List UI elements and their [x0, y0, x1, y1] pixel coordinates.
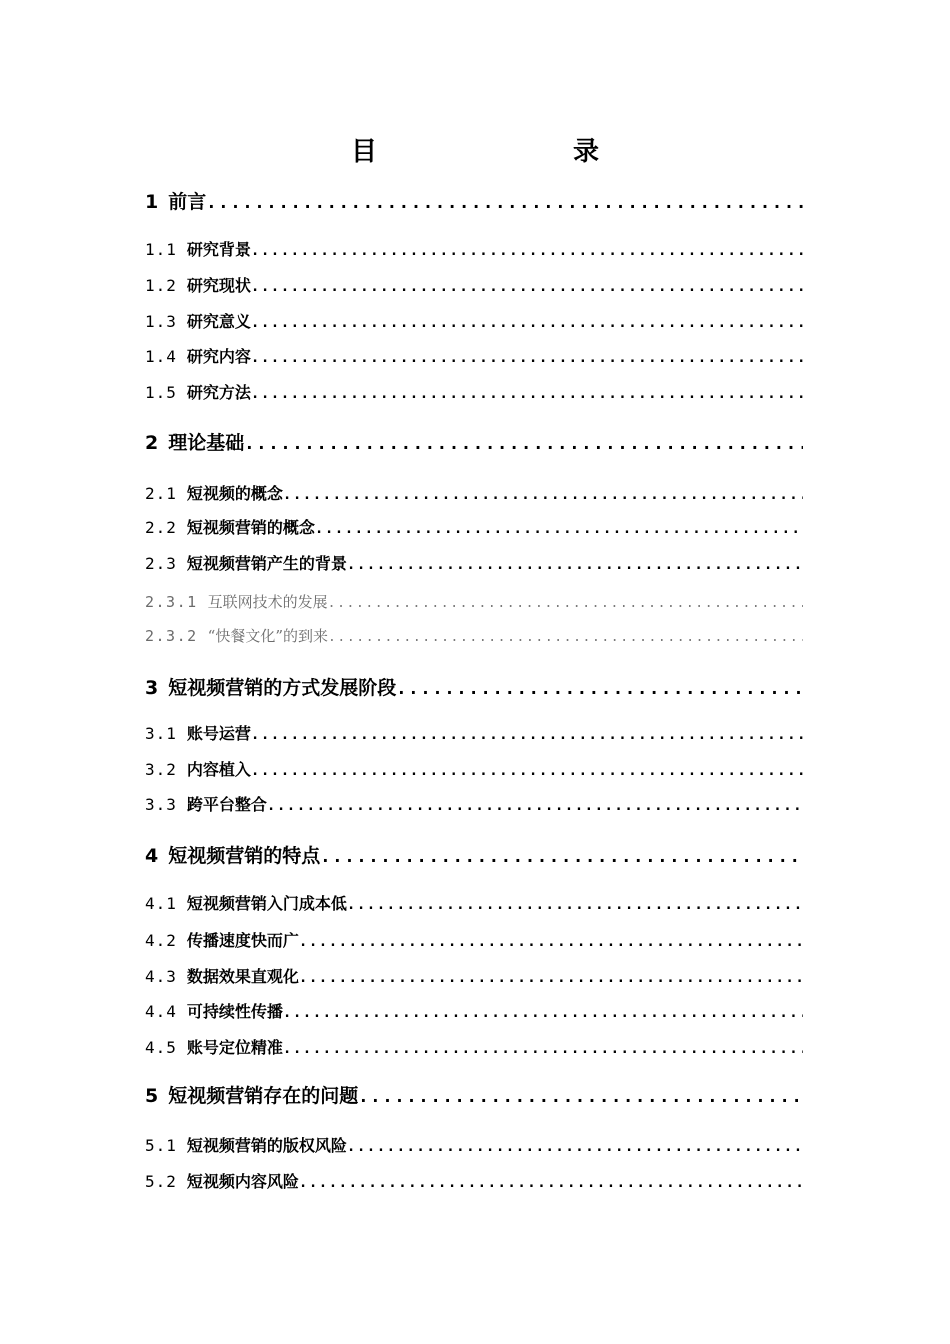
- toc-entry-1[interactable]: [145, 187, 803, 217]
- toc-entry-4-5[interactable]: [145, 1035, 803, 1061]
- dot-leader: [251, 722, 803, 747]
- toc-entry-4[interactable]: [145, 841, 803, 871]
- toc-title: 目 录: [350, 137, 647, 167]
- toc-entry-number: 2.3: [145, 554, 177, 573]
- dot-leader: [347, 552, 803, 577]
- toc-entry-number: 3.1: [145, 724, 177, 743]
- toc-entry-label: 数据效果直观化: [186, 967, 299, 986]
- toc-entry-2-1[interactable]: [145, 481, 803, 507]
- dot-leader: [251, 381, 803, 406]
- toc-entry-2-2[interactable]: [145, 515, 803, 541]
- dot-leader: [396, 674, 803, 703]
- toc-entry-label: 研究背景: [186, 240, 251, 259]
- toc-entry-number: 2.1: [145, 484, 177, 503]
- toc-entry-number: 1.5: [145, 383, 177, 402]
- toc-entry-label: 短视频营销的版权风险: [186, 1136, 347, 1155]
- dot-leader: [315, 516, 803, 541]
- dot-leader: [358, 1082, 803, 1111]
- toc-entry-2[interactable]: [145, 428, 803, 458]
- toc-entry-number: 5.2: [145, 1172, 177, 1191]
- dot-leader: [299, 1170, 803, 1195]
- toc-entry-3[interactable]: [145, 673, 803, 703]
- toc-entry-number: 2.3.1: [145, 593, 198, 611]
- toc-entry-5[interactable]: [145, 1081, 803, 1111]
- toc-entry-number: 4.2: [145, 931, 177, 950]
- toc-entry-number: 4.1: [145, 894, 177, 913]
- toc-entry-2-3-2[interactable]: [145, 623, 803, 649]
- toc-entry-3-1[interactable]: [145, 721, 803, 747]
- toc-entry-label: 可持续性传播: [186, 1002, 283, 1021]
- toc-entry-5-1[interactable]: [145, 1133, 803, 1159]
- toc-entry-number: 4.3: [145, 967, 177, 986]
- toc-entry-1-3[interactable]: [145, 309, 803, 335]
- toc-entry-2-3-1[interactable]: [145, 589, 803, 615]
- toc-entry-label: 前言: [168, 191, 207, 213]
- toc-entry-1-4[interactable]: [145, 344, 803, 370]
- toc-entry-3-3[interactable]: [145, 792, 803, 818]
- toc-entry-number: 4.5: [145, 1038, 177, 1057]
- toc-entry-label: 内容植入: [186, 760, 251, 779]
- toc-entry-number: 3: [145, 677, 159, 699]
- toc-entry-4-4[interactable]: [145, 999, 803, 1025]
- toc-entry-number: 2: [145, 432, 159, 454]
- toc-entry-label: 研究现状: [186, 276, 251, 295]
- toc-entry-1-5[interactable]: [145, 380, 803, 406]
- toc-entry-label: 研究内容: [186, 347, 251, 366]
- dot-leader: [299, 965, 803, 990]
- toc-entry-label: 研究方法: [186, 383, 251, 402]
- toc-entry-number: 3.3: [145, 795, 177, 814]
- dot-leader: [251, 310, 803, 335]
- toc-entry-label: 跨平台整合: [186, 795, 267, 814]
- dot-leader: [299, 929, 803, 954]
- toc-entry-number: 1.3: [145, 312, 177, 331]
- toc-entry-3-2[interactable]: [145, 757, 803, 783]
- toc-entry-1-1[interactable]: [145, 237, 803, 263]
- toc-entry-number: 3.2: [145, 760, 177, 779]
- toc-entry-number: 5.1: [145, 1136, 177, 1155]
- toc-entry-label: 短视频营销产生的背景: [186, 554, 347, 573]
- dot-leader: [347, 892, 803, 917]
- toc-entry-label: 短视频营销存在的问题: [168, 1085, 359, 1107]
- dot-leader: [328, 625, 803, 649]
- toc-entry-number: 1.1: [145, 240, 177, 259]
- toc-entry-label: 短视频内容风险: [186, 1172, 299, 1191]
- dot-leader: [251, 238, 803, 263]
- dot-leader: [283, 1000, 803, 1025]
- toc-entry-label: 短视频营销的特点: [168, 845, 321, 867]
- toc-entry-5-2[interactable]: [145, 1169, 803, 1195]
- dot-leader: [206, 188, 803, 217]
- toc-entry-number: 2.2: [145, 518, 177, 537]
- toc-entry-label: 互联网技术的发展: [207, 593, 328, 611]
- toc-entry-label: 账号定位精准: [186, 1038, 283, 1057]
- toc-entry-label: 传播速度快而广: [186, 931, 299, 950]
- toc-entry-label: 账号运营: [186, 724, 251, 743]
- dot-leader: [251, 758, 803, 783]
- toc-entry-number: 4.4: [145, 1002, 177, 1021]
- toc-entry-label: “快餐文化”的到来: [207, 627, 328, 645]
- toc-entry-4-1[interactable]: [145, 891, 803, 917]
- dot-leader: [251, 345, 803, 370]
- toc-entry-number: 4: [145, 845, 159, 867]
- toc-entry-4-2[interactable]: [145, 928, 803, 954]
- toc-entry-number: 5: [145, 1085, 159, 1107]
- toc-entry-number: 1: [145, 191, 159, 213]
- toc-entry-4-3[interactable]: [145, 964, 803, 990]
- dot-leader: [328, 591, 803, 615]
- toc-entry-number: 1.2: [145, 276, 177, 295]
- dot-leader: [244, 429, 803, 458]
- toc-entry-label: 短视频营销入门成本低: [186, 894, 347, 913]
- dot-leader: [283, 1036, 803, 1061]
- toc-entry-number: 2.3.2: [145, 627, 198, 645]
- dot-leader: [347, 1134, 803, 1159]
- toc-entry-label: 短视频的概念: [186, 484, 283, 503]
- dot-leader: [283, 482, 803, 507]
- toc-entry-2-3[interactable]: [145, 551, 803, 577]
- toc-entry-label: 理论基础: [168, 432, 245, 454]
- toc-entry-label: 短视频营销的概念: [186, 518, 315, 537]
- toc-entry-1-2[interactable]: [145, 273, 803, 299]
- toc-entry-label: 研究意义: [186, 312, 251, 331]
- dot-leader: [267, 793, 803, 818]
- toc-entry-label: 短视频营销的方式发展阶段: [168, 677, 397, 699]
- dot-leader: [251, 274, 803, 299]
- dot-leader: [320, 842, 803, 871]
- toc-entry-number: 1.4: [145, 347, 177, 366]
